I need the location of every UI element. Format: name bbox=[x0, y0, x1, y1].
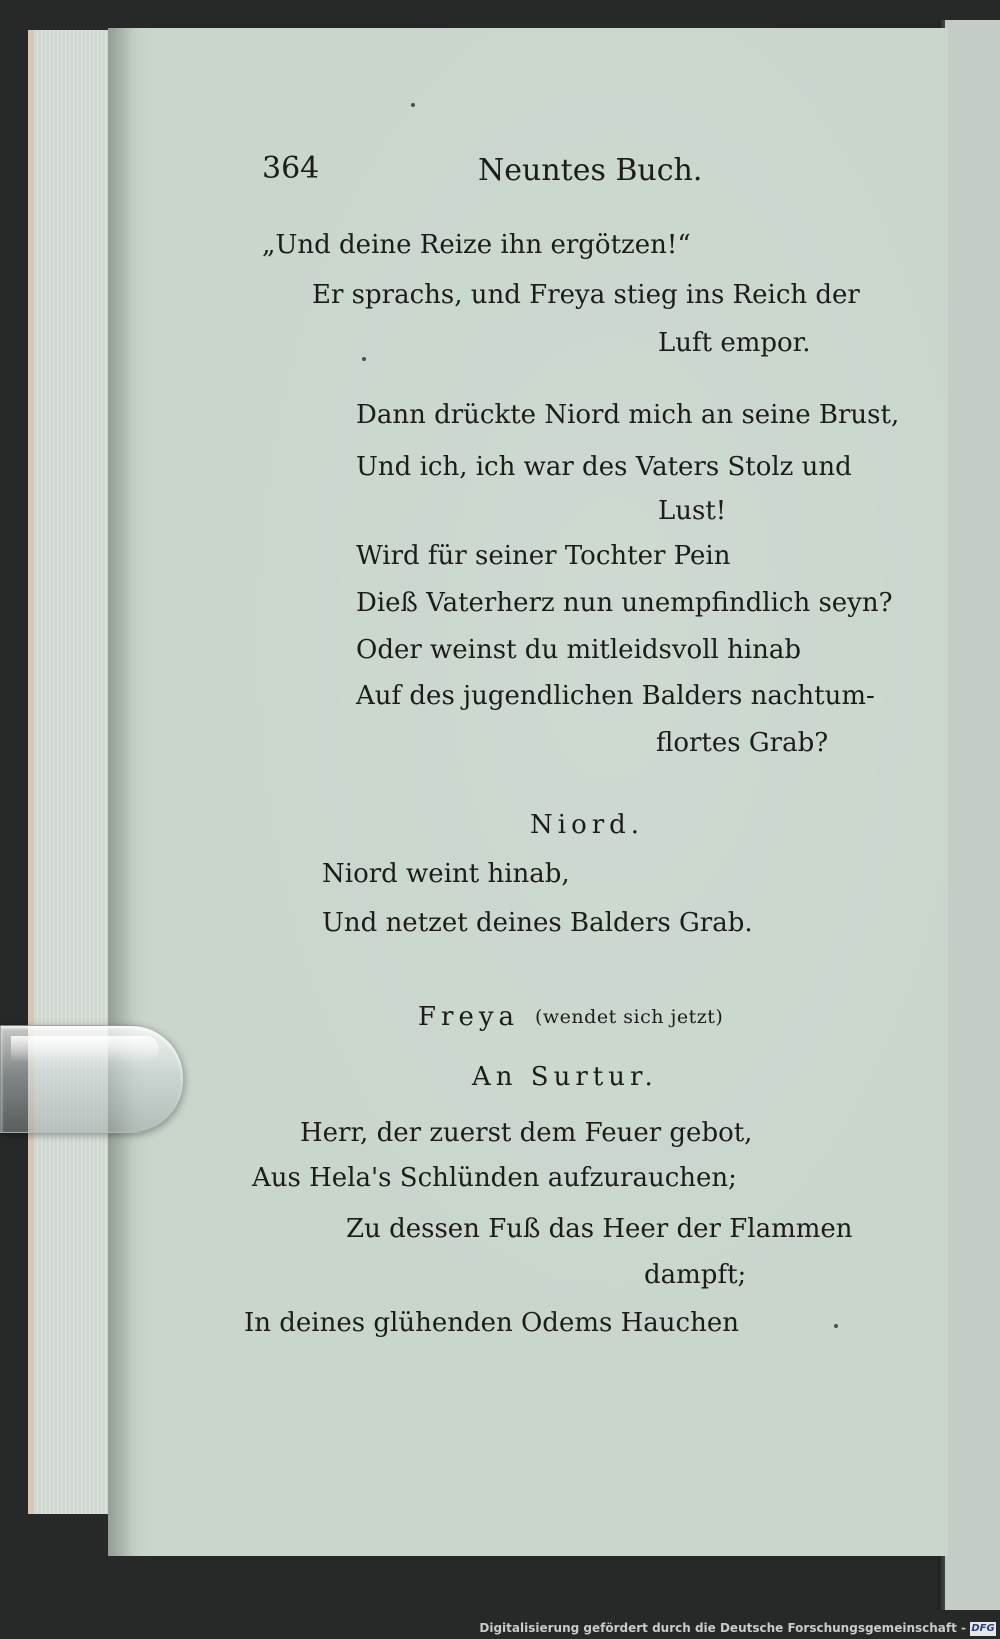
speaker-heading: An Surtur. bbox=[472, 1062, 658, 1092]
verse-line: dampft; bbox=[644, 1260, 747, 1290]
dfg-logo: DFG bbox=[971, 1623, 995, 1634]
verse-line: Dann drückte Niord mich an seine Brust, bbox=[356, 400, 900, 430]
verse-line: Auf des jugendlichen Balders nachtum- bbox=[356, 681, 875, 711]
verse-line: In deines glühenden Odems Hauchen bbox=[244, 1308, 739, 1338]
verse-line: „Und deine Reize ihn ergötzen!“ bbox=[262, 230, 691, 260]
verse-line: Dieß Vaterherz nun unempfindlich seyn? bbox=[356, 588, 893, 618]
verse-line: Lust! bbox=[658, 496, 727, 526]
digitization-credit: Digitalisierung gefördert durch die Deutsche Forschungsgemeinschaft - bbox=[479, 1621, 966, 1635]
facing-page-edge bbox=[945, 20, 1000, 1610]
speaker-heading: Niord. bbox=[530, 810, 645, 840]
running-head: Neuntes Buch. bbox=[478, 153, 703, 188]
page-number: 364 bbox=[262, 151, 320, 186]
verse-line: Er sprachs, und Freya stieg ins Reich der bbox=[312, 280, 860, 310]
paper-speck bbox=[411, 103, 415, 107]
gutter-shadow bbox=[108, 28, 134, 1556]
verse-line: Zu dessen Fuß das Heer der Flammen bbox=[346, 1214, 853, 1244]
viewer-scroll-handle[interactable] bbox=[0, 1025, 184, 1133]
verse-line: Und netzet deines Balders Grab. bbox=[322, 908, 753, 938]
paper-speck bbox=[362, 357, 366, 361]
paper-speck bbox=[834, 1324, 838, 1328]
verse-line: Oder weinst du mitleidsvoll hinab bbox=[356, 635, 802, 665]
verse-line: Wird für seiner Tochter Pein bbox=[356, 541, 731, 571]
verse-line: Aus Hela's Schlünden aufzurauchen; bbox=[252, 1163, 737, 1193]
verse-line: Niord weint hinab, bbox=[322, 859, 570, 889]
verse-line: Luft empor. bbox=[658, 328, 811, 358]
stage-direction: (wendet sich jetzt) bbox=[535, 1006, 724, 1028]
verse-line: flortes Grab? bbox=[656, 728, 829, 758]
verse-line: Und ich, ich war des Vaters Stolz und bbox=[356, 452, 852, 482]
verse-line: Herr, der zuerst dem Feuer gebot, bbox=[300, 1118, 753, 1148]
speaker-heading: Freya bbox=[418, 1002, 520, 1032]
